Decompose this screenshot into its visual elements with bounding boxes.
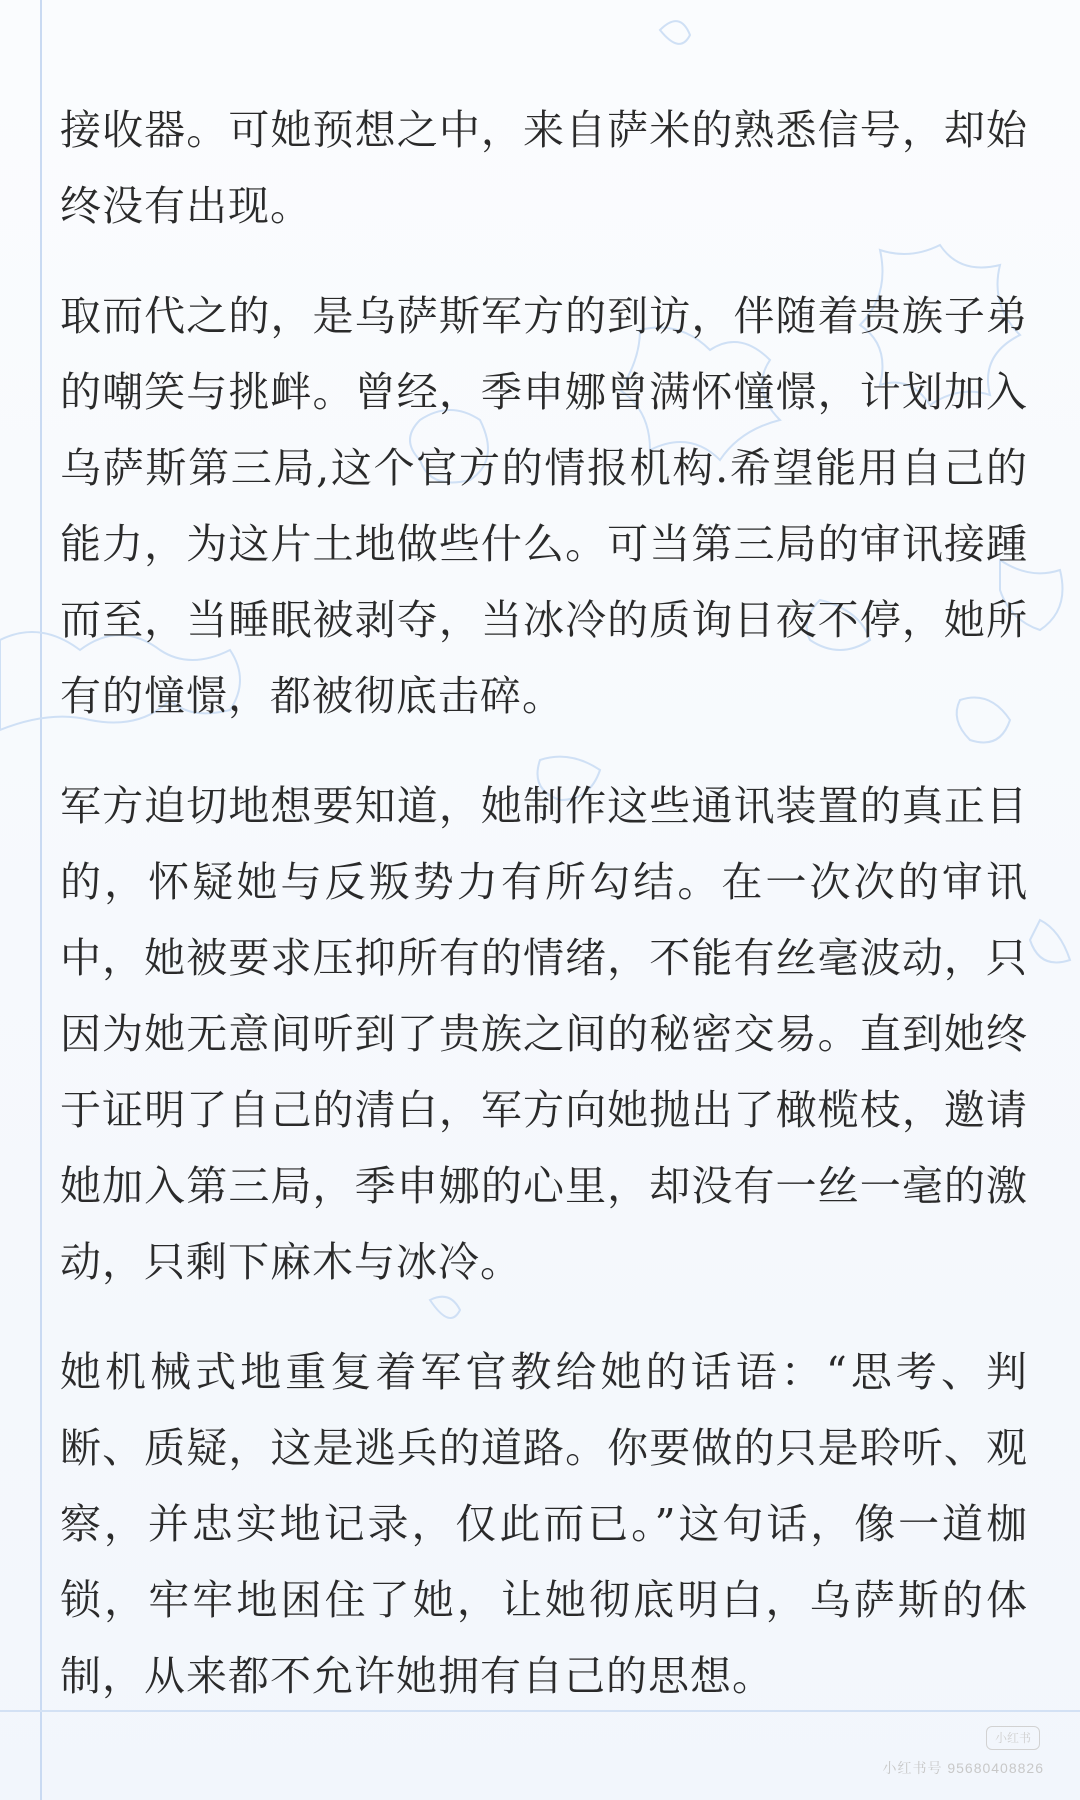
paragraph-1: 接收器。可她预想之中，来自萨米的熟悉信号，却始终没有出现。 bbox=[60, 106, 1028, 230]
watermark-id: 小红书号 95680408826 bbox=[882, 1760, 1044, 1776]
margin-line bbox=[40, 0, 42, 1800]
xiaohongshu-logo: 小红书 bbox=[986, 1726, 1040, 1750]
paragraph-3: 军方迫切地想要知道，她制作这些通讯装置的真正目的，怀疑她与反叛势力有所勾结。在一次次的审讯中，她被要求压抑所有的情绪，不能有丝毫波动，只因为她无意间听到了贵族之间的秘密交易。直到她终于证明了自己的清白，军方向她抛出了橄榄枝，邀请她加入第三局，季申娜的心里，却没有一丝一毫的激动，只剩下麻木与冰冷。 bbox=[60, 782, 1028, 1286]
paragraph-2: 取而代之的，是乌萨斯军方的到访，伴随着贵族子弟的嘲笑与挑衅。曾经，季申娜曾满怀憧憬，计划加入乌萨斯第三局,这个官方的情报机构.希望能用自己的能力，为这片土地做些什么。可当第三局的审讯接踵而至，当睡眠被剥夺，当冰冷的质询日夜不停，她所有的憧憬，都被彻底击碎。 bbox=[60, 292, 1028, 720]
bottom-rule bbox=[0, 1710, 1080, 1712]
paragraph-4: 她机械式地重复着军官教给她的话语：“思考、判断、质疑，这是逃兵的道路。你要做的只是聆听、观察，并忠实地记录，仅此而已。”这句话，像一道枷锁，牢牢地困住了她，让她彻底明白，乌萨斯的体制，从来都不允许她拥有自己的思想。 bbox=[60, 1348, 1028, 1700]
article-body bbox=[60, 92, 1028, 1748]
